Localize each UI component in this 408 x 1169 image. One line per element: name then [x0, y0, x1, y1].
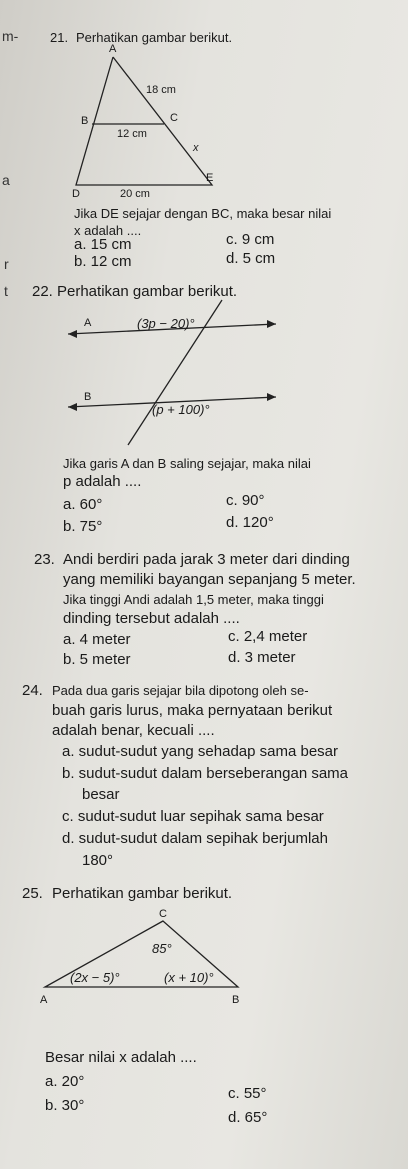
triangle-figure-21: [0, 0, 408, 200]
question-number: 25.: [22, 885, 43, 902]
vertex-label: B: [81, 115, 89, 127]
question-text: Pada dua garis sejajar bila dipotong oleh se-: [52, 683, 309, 698]
length-label: x: [193, 142, 199, 154]
option-a[interactable]: a. 20°: [45, 1073, 85, 1090]
option-c[interactable]: c. sudut-sudut luar sepihak sama besar: [62, 808, 324, 825]
question-intro: Perhatikan gambar berikut.: [76, 30, 233, 45]
question-text: Jika DE sejajar dengan BC, maka besar nilai: [74, 206, 332, 221]
question-number: 21.: [50, 30, 69, 45]
vertex-label: D: [72, 188, 80, 200]
option-d-continued: 180°: [82, 852, 114, 869]
option-b[interactable]: b. 30°: [45, 1097, 85, 1114]
option-d[interactable]: d. 3 meter: [228, 649, 296, 666]
option-b[interactable]: b. sudut-sudut dalam berseberangan sama: [62, 765, 349, 782]
angle-label: (3p − 20)°: [137, 316, 195, 331]
option-b[interactable]: b. 12 cm: [74, 253, 132, 270]
option-d[interactable]: d. 5 cm: [226, 250, 276, 267]
question-text: Jika garis A dan B saling sejajar, maka nilai: [63, 456, 311, 471]
option-c[interactable]: c. 55°: [228, 1085, 267, 1102]
option-c[interactable]: c. 9 cm: [226, 231, 275, 248]
option-b-continued: besar: [82, 786, 120, 803]
question-text: buah garis lurus, maka pernyataan berikut: [52, 702, 333, 719]
question-text: x adalah ....: [74, 223, 142, 238]
margin-fragment: a: [2, 172, 10, 188]
option-a[interactable]: a. 15 cm: [74, 236, 132, 253]
margin-fragment: r: [4, 256, 9, 272]
angle-label: (x + 10)°: [164, 970, 214, 985]
question-text: Besar nilai x adalah ....: [45, 1049, 197, 1066]
option-d[interactable]: d. 65°: [228, 1109, 268, 1126]
question-text: Andi berdiri pada jarak 3 meter dari dinding: [63, 551, 350, 568]
line-label: A: [84, 317, 92, 329]
question-text: adalah benar, kecuali ....: [52, 722, 215, 739]
triangle-ade: [76, 57, 212, 185]
arrowhead: [68, 403, 77, 411]
arrowhead: [267, 393, 276, 401]
option-c[interactable]: c. 90°: [226, 492, 265, 509]
vertex-label: C: [170, 112, 178, 124]
length-label: 12 cm: [117, 128, 147, 140]
option-a[interactable]: a. 4 meter: [63, 631, 131, 648]
angle-label: 85°: [152, 941, 172, 956]
option-a[interactable]: a. 60°: [63, 496, 103, 513]
question-intro: Perhatikan gambar berikut.: [57, 283, 238, 300]
vertex-label: A: [109, 43, 117, 55]
question-number: 22.: [32, 283, 53, 300]
question-intro: Perhatikan gambar berikut.: [52, 885, 233, 902]
line-label: B: [84, 391, 92, 403]
option-c[interactable]: c. 2,4 meter: [228, 628, 308, 645]
option-d[interactable]: d. 120°: [226, 514, 274, 531]
question-text: p adalah ....: [63, 473, 142, 490]
length-label: 20 cm: [120, 188, 150, 200]
question-number: 23.: [34, 551, 55, 568]
vertex-label: A: [40, 994, 48, 1006]
length-label: 18 cm: [146, 84, 176, 96]
option-b[interactable]: b. 75°: [63, 518, 103, 535]
angle-label: (p + 100)°: [152, 402, 210, 417]
option-b[interactable]: b. 5 meter: [63, 651, 131, 668]
question-text: dinding tersebut adalah ....: [63, 610, 240, 627]
question-number: 24.: [22, 682, 43, 699]
triangle-figure-25: [0, 905, 408, 1055]
arrowhead: [267, 320, 276, 328]
option-a[interactable]: a. sudut-sudut yang sehadap sama besar: [62, 743, 339, 760]
margin-fragment: m-: [2, 28, 19, 44]
arrowhead: [68, 330, 77, 338]
vertex-label: B: [232, 994, 240, 1006]
question-text: yang memiliki bayangan sepanjang 5 meter.: [63, 571, 356, 588]
option-d[interactable]: d. sudut-sudut dalam sepihak berjumlah: [62, 830, 328, 847]
question-text: Jika tinggi Andi adalah 1,5 meter, maka tinggi: [63, 592, 324, 607]
vertex-label: E: [206, 172, 214, 184]
angle-label: (2x − 5)°: [70, 970, 120, 985]
margin-fragment: t: [4, 283, 8, 299]
vertex-label: C: [159, 908, 167, 920]
